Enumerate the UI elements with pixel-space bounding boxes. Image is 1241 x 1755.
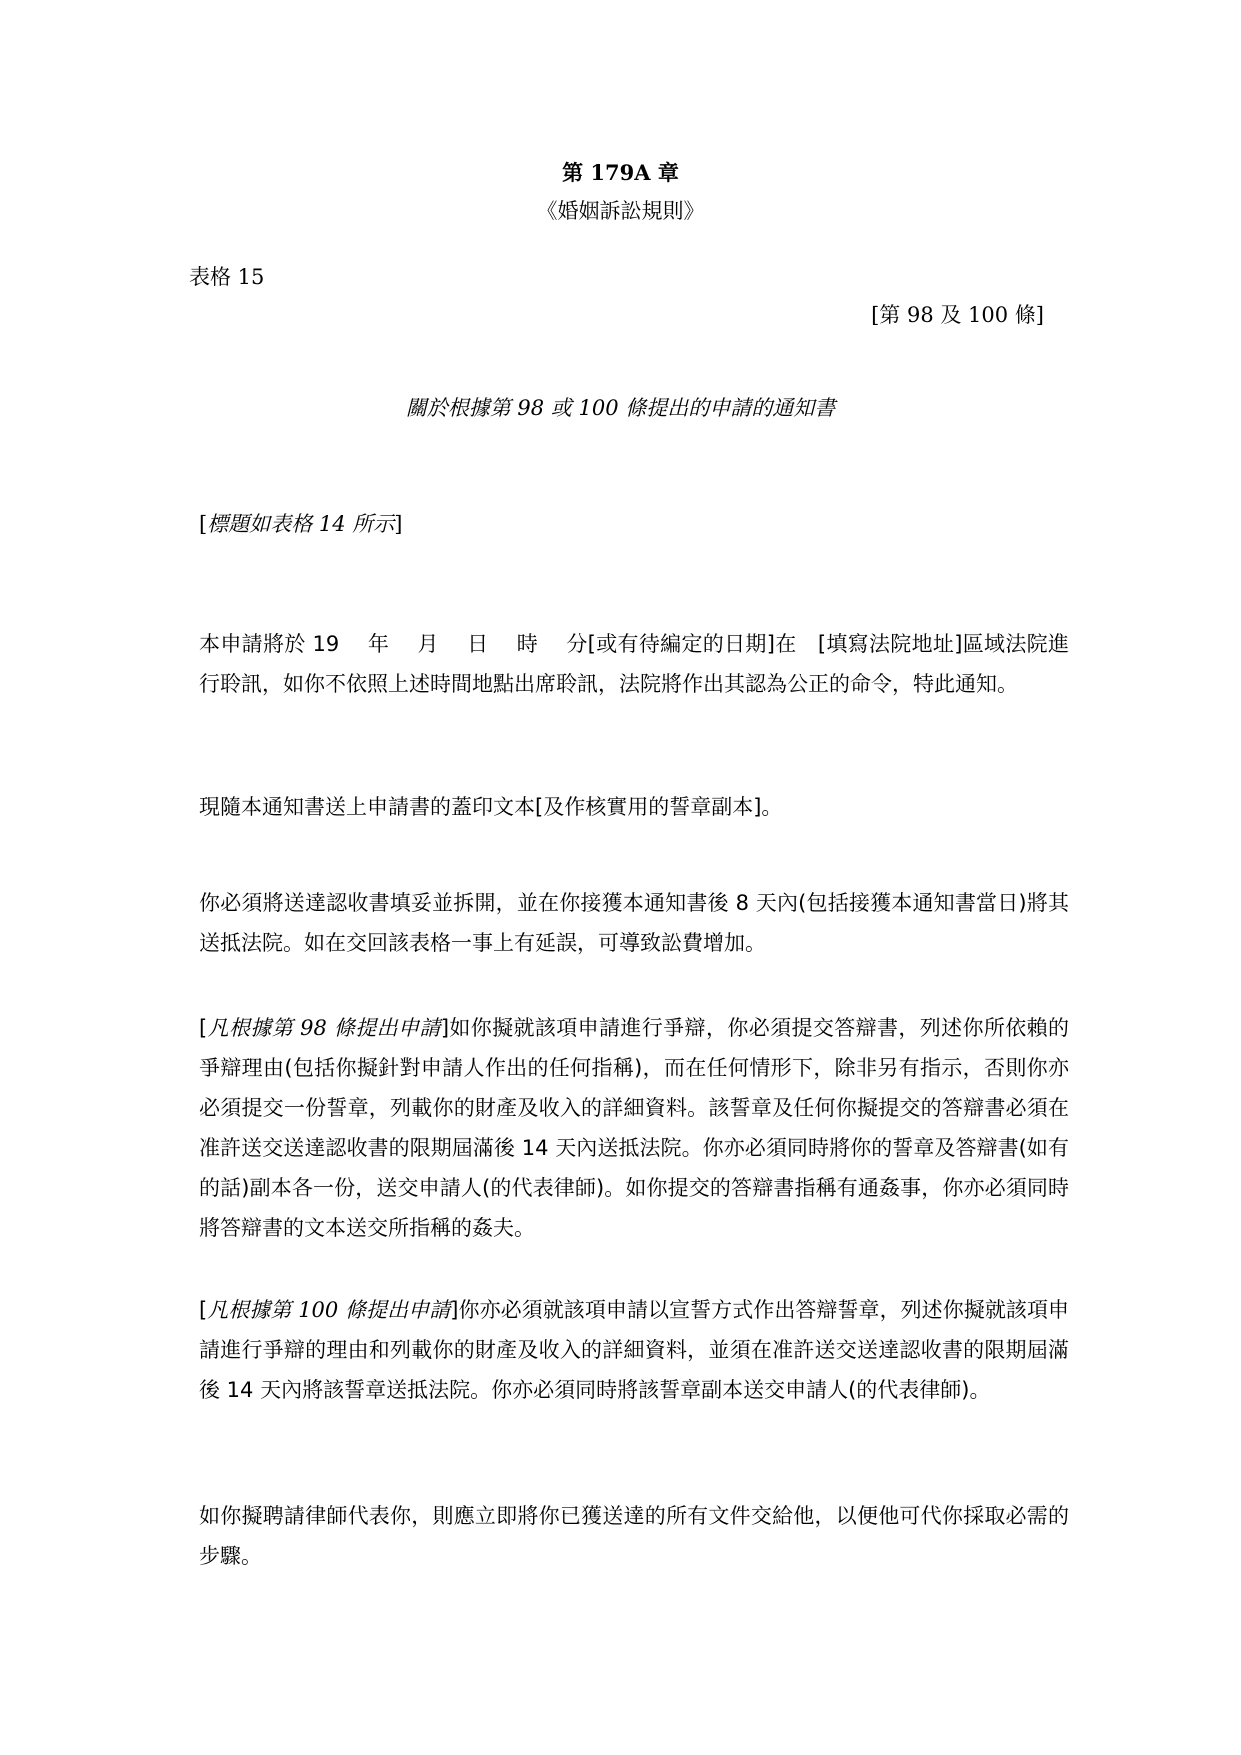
section-98-label: 凡根據第 98 條提出申請 [207,1016,441,1040]
chapter-title: 第 179A 章 [562,160,679,185]
form-number: 表格 15 [189,265,265,289]
section-98-text: ]如你擬就該項申請進行爭辯，你必須提交答辯書，列述你所依賴的爭辯理由(包括你擬針對申請人作出的任何指稱)，而在任何情形下，除非另有指示，否則你亦必須提交一份誓章，列載你的財產及收入的詳細資料。該誓章及任何你擬提交的答辯書必須在准許送交送達認收書的限期屆滿後 14 天內送抵法院。你亦必須同時將你的誓章及答辯書(如有的話)副本各一份，送交申請人(的代表律師)。如你提交的答辯書指稱有通姦事，你亦必須同時將答辯書的文本送交所指稱的姦夫。 [199,1016,1069,1240]
section-100-label: 凡根據第 100 條提出申請 [207,1298,451,1322]
paragraph-sealed-copy: 現隨本通知書送上申請書的蓋印文本[及作核實用的誓章副本]。 [199,795,783,819]
section-100-text: ]你亦必須就該項申請以宣誓方式作出答辯誓章，列述你擬就該項申請進行爭辯的理由和列載你的財產及收入的詳細資料，並須在准許送交送達認收書的限期屆滿後 14 天內將該誓章送抵法院。你亦必須同時將該誓章副本送交申請人(的代表律師)。 [199,1298,1069,1402]
heading-note-open-bracket: [ [199,512,208,536]
section-100-open-bracket: [ [199,1298,208,1322]
paragraph-section-100 [199,1290,1069,1410]
section-98-open-bracket: [ [199,1016,208,1040]
rules-title: 《婚姻訴訟規則》 [536,199,705,223]
section-reference: [第 98 及 100 條] [871,303,1044,327]
notice-title: 關於根據第 98 或 100 條提出的申請的通知書 [405,396,836,420]
paragraph-hearing-notice: 本申請將於 19 年 月 日 時 分[或有待編定的日期]在 [填寫法院地址]區域法院進行聆訊，如你不依照上述時間地點出席聆訊，法院將作出其認為公正的命令，特此通知。 [199,632,1069,696]
heading-note-text: 標題如表格 14 所示 [207,512,395,536]
paragraph-solicitor: 如你擬聘請律師代表你，則應立即將你已獲送達的所有文件交給他，以便他可代你採取必需的步驟。 [199,1504,1069,1568]
paragraph-section-98 [199,1008,1069,1248]
paragraph-acknowledgement: 你必須將送達認收書填妥並拆開，並在你接獲本通知書後 8 天內(包括接獲本通知書當日)將其送抵法院。如在交回該表格一事上有延誤，可導致訟費增加。 [199,891,1069,955]
heading-note [199,511,402,537]
heading-note-close-bracket: ] [394,512,403,536]
